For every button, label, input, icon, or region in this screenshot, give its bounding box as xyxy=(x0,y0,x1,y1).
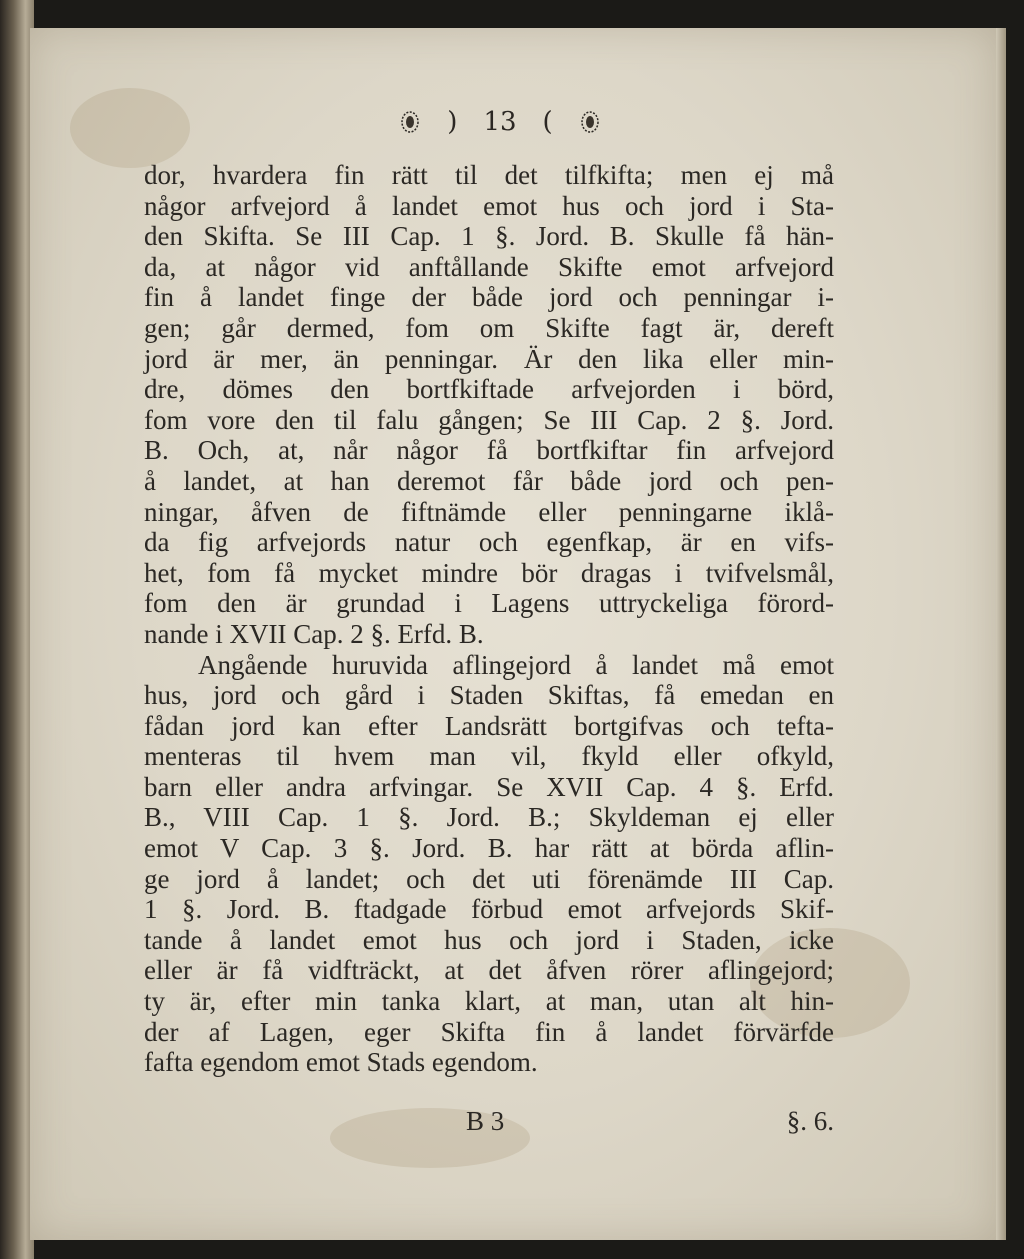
text-line: B., VIII Cap. 1 §. Jord. B.; Skyldeman ej eller xyxy=(144,802,834,833)
text-line: da, at någor vid anftållande Skifte emot arfvejord xyxy=(144,251,834,282)
text-line: fin å landet finge der både jord och penningar i- xyxy=(144,282,834,313)
page-edge xyxy=(996,28,1006,1240)
text-line: nande i XVII Cap. 2 §. Erfd. B. xyxy=(144,618,484,649)
text-line: fafta egendom emot Stads egendom. xyxy=(144,1047,538,1078)
paragraph-1 xyxy=(144,160,834,650)
page-header xyxy=(330,100,670,144)
ornament-right-icon xyxy=(579,109,601,135)
page-footer xyxy=(144,1106,834,1140)
text-line: ningar, åfven de fiftnämde eller penningarne iklå- xyxy=(144,496,834,527)
text-line: menteras til hvem man vil, fkyld eller ofkyld, xyxy=(144,741,834,772)
text-line: dre, dömes den bortfkiftade arfvejorden i börd, xyxy=(144,374,834,405)
signature-mark: B 3 xyxy=(466,1106,505,1136)
text-line: gen; går dermed, fom om Skifte fagt är, dereft xyxy=(144,312,834,343)
text-line: B. Och, at, når någor få bortfkiftar fin arfvejord xyxy=(144,435,834,466)
text-line: der af Lagen, eger Skifta fin å landet förvärfde xyxy=(144,1016,834,1047)
text-line: Angående huruvida aflingejord å landet må emot xyxy=(198,649,834,680)
text-line: den Skifta. Se III Cap. 1 §. Jord. B. Skulle få hän- xyxy=(144,221,834,252)
text-line: någor arfvejord å landet emot hus och jord i Sta- xyxy=(144,190,834,221)
ornament-left-icon xyxy=(399,109,421,135)
text-line: ty är, efter min tanka klart, at man, utan alt hin- xyxy=(144,986,834,1017)
text-line: het, fom få mycket mindre bör dragas i tvifvelsmål, xyxy=(144,557,834,588)
text-line: ge jord å landet; och det uti förenämde III Cap. xyxy=(144,863,834,894)
catchword: §. 6. xyxy=(786,1106,834,1136)
text-line: hus, jord och gård i Staden Skiftas, få emedan en xyxy=(144,680,834,711)
header-right-paren: ( xyxy=(542,107,553,137)
text-line: fådan jord kan efter Landsrätt bortgifvas och tefta- xyxy=(144,710,834,741)
book-binding xyxy=(0,0,34,1259)
text-line: dor, hvardera fin rätt til det tilfkifta; men ej må xyxy=(144,160,834,190)
page-number: 13 xyxy=(483,107,517,137)
paragraph-2 xyxy=(144,650,834,1078)
text-line: fom vore den til falu gången; Se III Cap. 2 §. Jord. xyxy=(144,404,834,435)
text-line: emot V Cap. 3 §. Jord. B. har rätt at börda aflin- xyxy=(144,833,834,864)
text-line: da fig arfvejords natur och egenfkap, är en vifs- xyxy=(144,527,834,558)
text-line: barn eller andra arfvingar. Se XVII Cap. 4 §. Erfd. xyxy=(144,771,834,802)
text-line: tande å landet emot hus och jord i Staden, icke xyxy=(144,924,834,955)
text-line: fom den är grundad i Lagens uttryckeliga förord- xyxy=(144,588,834,619)
text-line: å landet, at han deremot får både jord och pen- xyxy=(144,465,834,496)
text-line: jord är mer, än penningar. Är den lika eller min- xyxy=(144,343,834,374)
header-left-paren: ) xyxy=(447,107,458,137)
text-line: 1 §. Jord. B. ftadgade förbud emot arfvejords Skif- xyxy=(144,894,834,925)
text-line: eller är få vidfträckt, at det åfven rörer aflingejord; xyxy=(144,955,834,986)
body-text xyxy=(144,160,834,1078)
